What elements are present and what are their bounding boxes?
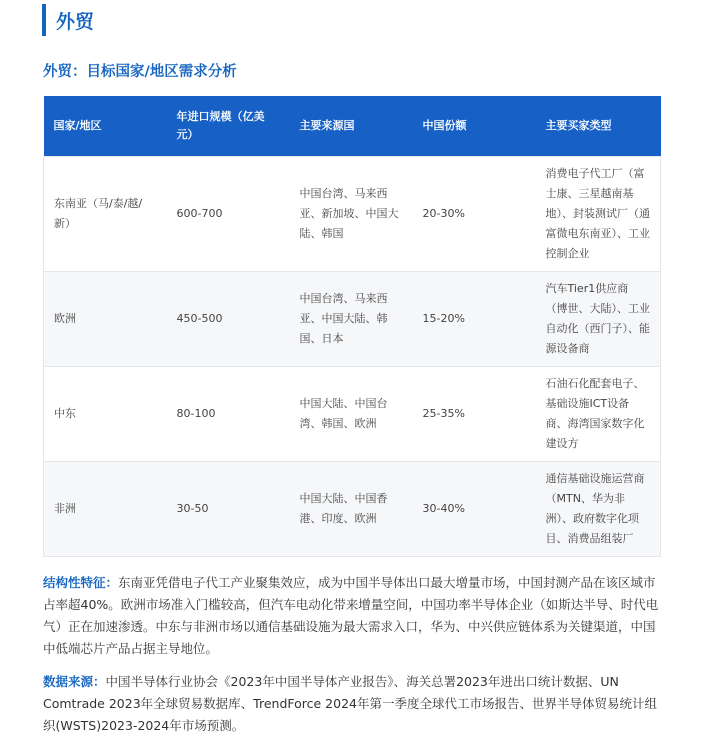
cell-source-countries: 中国大陆、中国台湾、韩国、欧洲 — [290, 366, 413, 461]
structural-features-paragraph — [43, 572, 663, 660]
table-subtitle: 外贸：目标国家/地区需求分析 — [43, 64, 237, 80]
cell-buyer-types: 通信基础设施运营商（MTN、华为非洲）、政府数字化项目、消费品组装厂 — [536, 461, 661, 556]
cell-buyer-types: 石油石化配套电子、基础设施ICT设备商、海湾国家数字化建设方 — [536, 366, 661, 461]
cell-source-countries: 中国台湾、马来西亚、新加坡、中国大陆、韩国 — [290, 156, 413, 271]
structural-features-label: 结构性特征： — [43, 575, 119, 590]
cell-source-countries: 中国大陆、中国香港、印度、欧洲 — [290, 461, 413, 556]
cell-region: 东南亚（马/泰/越/新） — [44, 156, 167, 271]
header-china-share: 中国份额 — [413, 96, 536, 156]
section-title: 外贸 — [56, 10, 95, 33]
cell-import-scale: 450-500 — [167, 271, 290, 366]
cell-import-scale: 80-100 — [167, 366, 290, 461]
cell-region: 中东 — [44, 366, 167, 461]
table-row — [44, 461, 661, 556]
header-buyer-types: 主要买家类型 — [536, 96, 661, 156]
cell-china-share: 15-20% — [413, 271, 536, 366]
data-source-label: 数据来源： — [43, 674, 106, 689]
cell-import-scale: 600-700 — [167, 156, 290, 271]
header-import-scale: 年进口规模（亿美元） — [167, 96, 290, 156]
section-accent-bar — [42, 4, 46, 36]
cell-china-share: 25-35% — [413, 366, 536, 461]
data-source-text: 中国半导体行业协会《2023年中国半导体产业报告》、海关总署2023年进出口统计数据、UN Comtrade 2023年全球贸易数据库、TrendForce 2024年第一季度全球代工市场报告、世界半导体贸易统计组织(WSTS)2023-2024年市场预测。 — [43, 674, 657, 733]
header-region: 国家/地区 — [44, 96, 167, 156]
cell-region: 欧洲 — [44, 271, 167, 366]
table-header-row — [44, 96, 661, 156]
cell-source-countries: 中国台湾、马来西亚、中国大陆、韩国、日本 — [290, 271, 413, 366]
cell-buyer-types: 汽车Tier1供应商（博世、大陆）、工业自动化（西门子）、能源设备商 — [536, 271, 661, 366]
cell-buyer-types: 消费电子代工厂（富士康、三星越南基地）、封装测试厂（通富微电东南亚）、工业控制企业 — [536, 156, 661, 271]
data-source-paragraph — [43, 671, 663, 737]
cell-region: 非洲 — [44, 461, 167, 556]
section-header — [42, 4, 94, 36]
cell-china-share: 30-40% — [413, 461, 536, 556]
table-row — [44, 271, 661, 366]
cell-china-share: 20-30% — [413, 156, 536, 271]
header-source-countries: 主要来源国 — [290, 96, 413, 156]
table-row — [44, 366, 661, 461]
demand-analysis-table — [43, 96, 661, 557]
cell-import-scale: 30-50 — [167, 461, 290, 556]
structural-features-text: 东南亚凭借电子代工产业聚集效应，成为中国半导体出口最大增量市场，中国封测产品在该区域市占率超40%。欧洲市场准入门槛较高，但汽车电动化带来增量空间，中国功率半导体企业（如斯达半导、时代电气）正在加速渗透。中东与非洲市场以通信基础设施为最大需求入口，华为、中兴供应链体系为关键渠道，中国中低端芯片产品占据主导地位。 — [43, 575, 659, 656]
table-row — [44, 156, 661, 271]
